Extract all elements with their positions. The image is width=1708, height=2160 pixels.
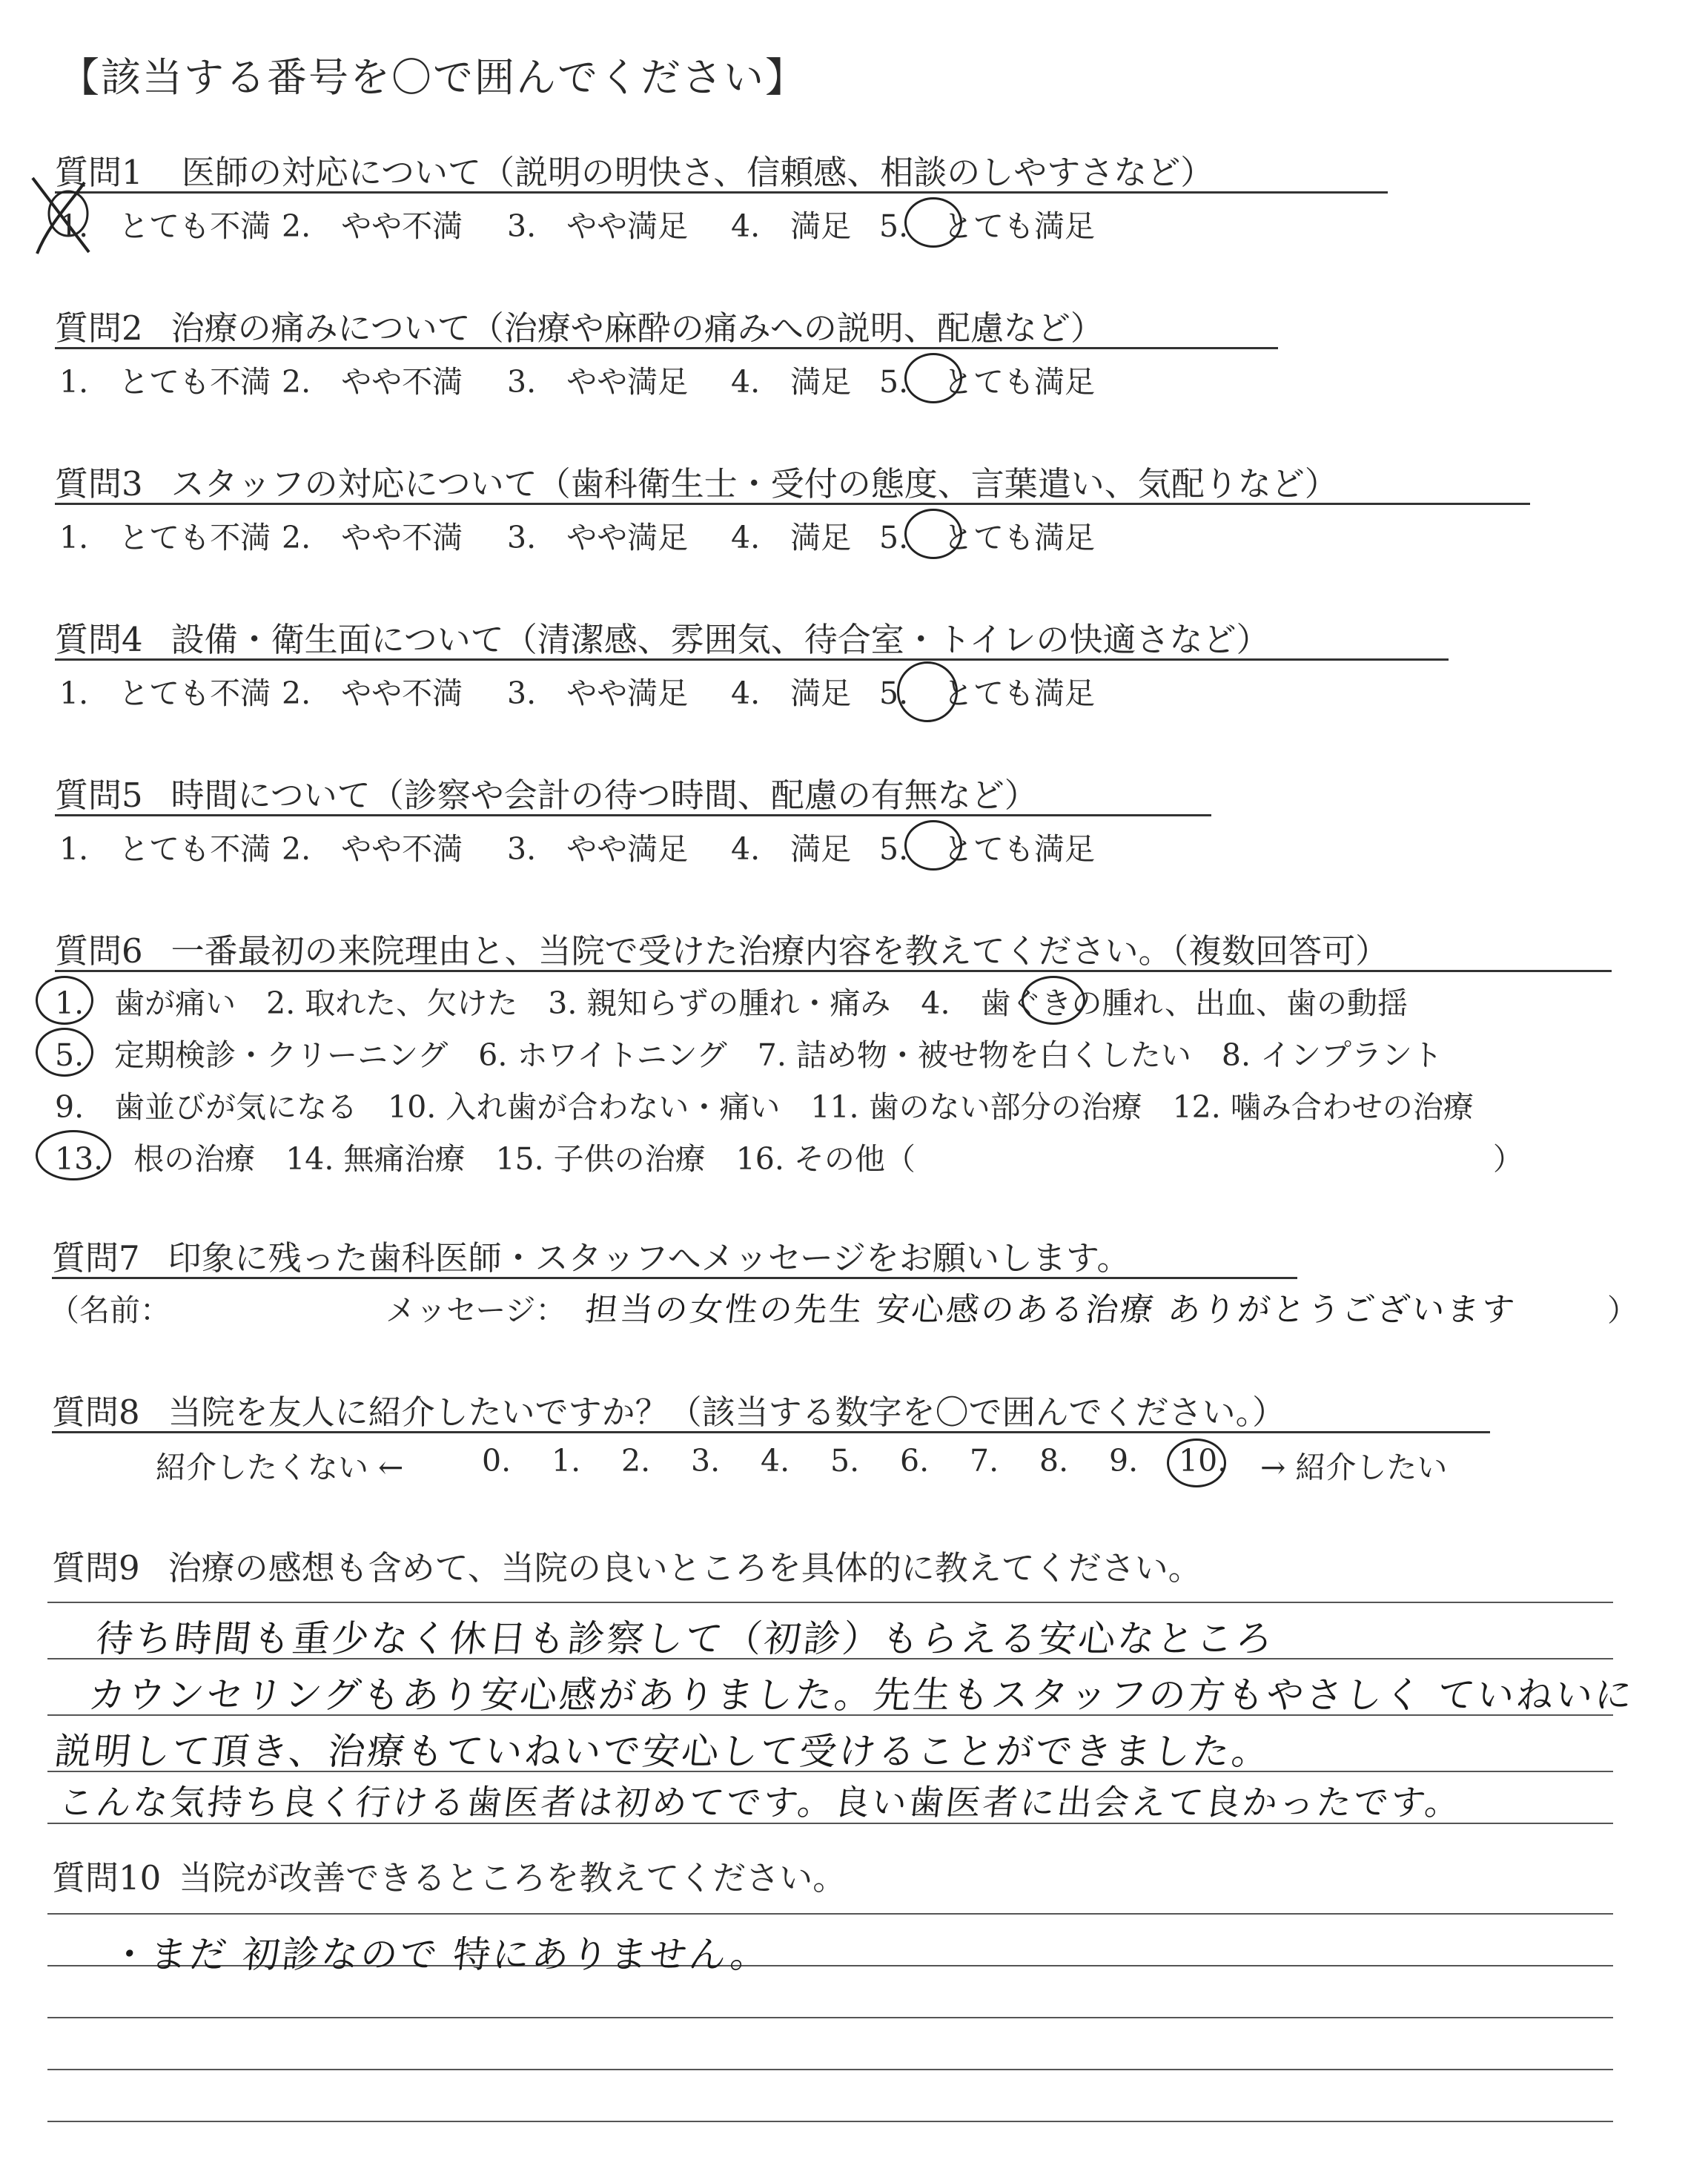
question-1-text: 医師の対応について（説明の明快さ、信頼感、相談のしやすさなど）	[181, 153, 1214, 192]
question-6: 質問6 一番最初の来院理由と、当院で受けた治療内容を教えてください。（複数回答可）	[55, 931, 1389, 971]
question-5: 質問5 時間について（診察や会計の待つ時間、配慮の有無など）	[55, 776, 1038, 815]
question-7-underline	[52, 1277, 1297, 1279]
q6-row-1: 1. 歯が痛い 2. 取れた、欠けた 3. 親知らずの腫れ・痛み 4. 歯ぐきの腫れ、出血、歯の動揺	[55, 985, 1408, 1021]
q6-row-3: 9. 歯並びが気になる 10. 入れ歯が合わない・痛い 11. 歯のない部分の治療 12. 噛み合わせの治療	[55, 1089, 1474, 1125]
question-8: 質問8 当院を友人に紹介したいですか？（該当する数字を〇で囲んでください。）	[52, 1393, 1286, 1432]
q6-answer-circle-5	[36, 1028, 93, 1077]
q6-answer-circle-1	[36, 976, 93, 1025]
question-2: 質問2 治療の痛みについて（治療や麻酔の痛みへの説明、配慮など）	[55, 308, 1104, 348]
question-9: 質問9 治療の感想も含めて、当院の良いところを具体的に教えてください。	[52, 1548, 1202, 1588]
q9-answer-line-1: 待ち時間も重少なく休日も診察して（初診）もらえる安心なところ	[93, 1617, 1277, 1660]
q8-scale: 0. 1. 2. 3. 4. 5. 6. 7. 8. 9. 10.	[482, 1443, 1228, 1479]
question-4-underline	[55, 658, 1449, 661]
question-3: 質問3 スタッフの対応について（歯科衛生士・受付の態度、言葉遣い、気配りなど）	[55, 464, 1338, 503]
q5-answer-circle	[904, 820, 962, 871]
question-7: 質問7 印象に残った歯科医師・スタッフへメッセージをお願いします。	[52, 1238, 1131, 1278]
q8-left-label: 紹介したくない ←	[156, 1450, 404, 1485]
q9-answer-line-2: カウンセリングもあり安心感がありました。先生もスタッフの方もやさしく ていねいに	[86, 1674, 1637, 1717]
q10-ruled-line-4	[47, 2069, 1613, 2070]
q2-options: 1. とても不満 2. やや不満 3. やや満足 4. 満足 5. とても満足	[59, 364, 1095, 400]
q1-answer-circle	[904, 197, 962, 248]
q10-ruled-line-3	[47, 2017, 1613, 2018]
q9-answer-line-3: 説明して頂き、治療もていねいで安心して受けることができました。	[52, 1730, 1274, 1773]
question-8-underline	[52, 1431, 1490, 1433]
q3-answer-circle	[904, 509, 962, 559]
q9-ruled-line-1	[47, 1602, 1613, 1603]
q10-answer-line-1: ・まだ 初診なので 特にありません。	[108, 1933, 772, 1976]
question-5-underline	[55, 814, 1211, 816]
q10-ruled-line-1	[47, 1913, 1613, 1915]
question-4: 質問4 設備・衛生面について（清潔感、雰囲気、待合室・トイレの快適さなど）	[55, 620, 1270, 659]
q8-answer-circle	[1167, 1439, 1226, 1487]
q7-message-handwritten: 担当の女性の先生 安心感のある治療 ありがとうございます	[583, 1291, 1519, 1329]
question-2-underline	[55, 347, 1278, 349]
question-1-underline	[55, 191, 1388, 194]
q5-options: 1. とても不満 2. やや不満 3. やや満足 4. 満足 5. とても満足	[59, 831, 1095, 867]
q4-answer-circle	[897, 661, 958, 722]
question-6-underline	[55, 970, 1612, 972]
q9-answer-line-4: こんな気持ち良く行ける歯医者は初めてです。良い歯医者に出会えて良かったです。	[56, 1783, 1464, 1823]
q2-answer-circle	[904, 353, 962, 403]
q7-message-label: メッセージ：	[385, 1292, 566, 1328]
q1-options: 1. とても不満 2. やや不満 3. やや満足 4. 満足 5. とても満足	[59, 208, 1095, 244]
q6-answer-circle-4	[1022, 976, 1085, 1025]
q6-row-2: 5. 定期検診・クリーニング 6. ホワイトニング 7. 詰め物・被せ物を白くしたい 8. インプラント	[55, 1037, 1443, 1073]
q10-ruled-line-5	[47, 2121, 1613, 2122]
q6-answer-circle-13	[36, 1130, 111, 1180]
question-3-underline	[55, 503, 1530, 505]
question-1-label: 質問1	[55, 153, 143, 192]
q6-row-4: 13. 根の治療 14. 無痛治療 15. 子供の治療 16. その他（ ）	[55, 1141, 1523, 1177]
question-10: 質問10 当院が改善できるところを教えてください。	[52, 1858, 847, 1898]
form-header: 【該当する番号を〇で囲んでください】	[59, 54, 807, 101]
q3-options: 1. とても不満 2. やや不満 3. やや満足 4. 満足 5. とても満足	[59, 520, 1095, 555]
q7-name-label: （名前：	[49, 1292, 171, 1328]
q7-close-paren: ）	[1607, 1292, 1638, 1328]
q4-options: 1. とても不満 2. やや不満 3. やや満足 4. 満足 5. とても満足	[59, 676, 1095, 711]
q8-right-label: → 紹介したい	[1260, 1450, 1448, 1485]
question-1	[55, 145, 1214, 194]
